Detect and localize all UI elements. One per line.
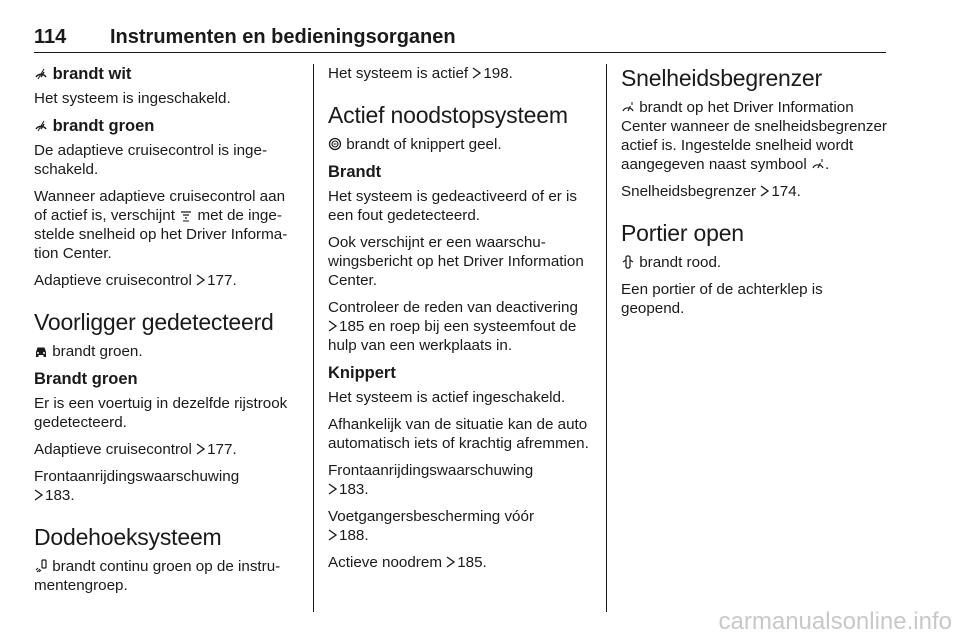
paragraph: brandt rood. [621,253,887,272]
page-ref[interactable]: 185 [339,318,365,335]
page-ref[interactable]: 177. [207,441,237,458]
heading-brandt-groen-2: Brandt groen [34,370,138,388]
paragraph: Het systeem is actief 198. [328,65,513,82]
page-ref-arrow-icon [760,185,769,197]
heading-portier-open: Portier open [621,220,744,246]
paragraph: Het systeem is actief ingeschakeld. [328,389,566,406]
page-ref-arrow-icon [34,489,43,501]
column-divider [313,64,314,612]
heading-brandt-wit: brandt wit [34,64,300,85]
vehicle-ahead-icon [34,344,48,358]
paragraph: Frontaanrijdingswaarschuwing 183. [34,468,240,504]
page-header [34,26,886,53]
page-ref[interactable]: 188. [339,527,369,544]
paragraph: Ook verschijnt er een waarschuwingsbericht op het Driver Information Center. [328,234,584,289]
page-ref-arrow-icon [328,529,337,541]
paragraph: Afhankelijk van de situatie kan de auto automatisch iets of krachtig afremmen. [328,416,589,452]
column-2 [328,64,594,580]
door-open-icon [621,255,635,269]
paragraph: Er is een voertuig in dezelfde rijstrook gedetecteerd. [34,395,288,431]
page-ref[interactable]: 174. [771,183,801,200]
adaptive-cruise-icon [34,119,48,133]
page-ref[interactable]: 177. [207,272,237,289]
heading-dodehoek: Dodehoeksysteem [34,524,222,550]
page-title: Instrumenten en bedieningsorganen [110,26,456,48]
speed-limiter-icon [811,157,825,171]
blind-spot-icon [34,559,48,573]
heading-brandt: Brandt [328,163,382,181]
page-number: 114 [34,26,67,48]
watermark: carmanualsonline.info [718,608,952,635]
paragraph: Controleer de reden van deactivering 185 en roep bij een systeemfout de hulp van een werkplaats in. [328,299,578,354]
paragraph: brandt continu groen op de instrumentengroep. [34,558,281,594]
paragraph: Het systeem is gedeactiveerd of er is een fout gedetecteerd. [328,188,578,224]
speed-limiter-icon [621,100,635,114]
paragraph: De adaptieve cruisecontrol is ingeschakeld. [34,142,268,178]
heading-actief-noodstop: Actief noodstopsysteem [328,102,568,128]
page-ref-arrow-icon [328,320,337,332]
paragraph: Adaptieve cruisecontrol 177. [34,272,237,289]
adaptive-cruise-icon [34,67,48,81]
paragraph: Voetgangersbescherming vóór 188. [328,508,535,544]
paragraph: Actieve noodrem 185. [328,554,487,571]
heading-voorligger: Voorligger gedetecteerd [34,309,274,335]
page-ref[interactable]: 185. [457,554,487,571]
page-ref[interactable]: 183. [339,481,369,498]
paragraph: Frontaanrijdingswaarschuwing 183. [328,462,534,498]
page-ref-arrow-icon [446,556,455,568]
heading-snelheidsbegrenzer: Snelheidsbegrenzer [621,65,822,91]
column-1 [34,64,300,603]
emergency-brake-icon [328,137,342,151]
paragraph: brandt of knippert geel. [328,135,594,154]
page-ref-arrow-icon [472,67,481,79]
paragraph: Het systeem is ingeschakeld. [34,90,231,107]
paragraph: brandt op het Driver Information Center wanneer de snelheidsbegrenzer actief is. Ingestelde snelheid wordt aangegeven naast symbool . [621,99,887,173]
heading-knippert: Knippert [328,364,396,382]
page-ref-arrow-icon [328,483,337,495]
page-ref-arrow-icon [196,443,205,455]
page-ref[interactable]: 183. [45,487,75,504]
paragraph: brandt groen. [34,342,300,361]
page-ref-arrow-icon [196,274,205,286]
column-divider [606,64,607,612]
page-ref[interactable]: 198. [483,65,513,82]
column-3 [621,64,887,326]
paragraph: Wanneer adaptieve cruisecontrol aan of actief is, verschijnt met de ingestelde snelheid op het Driver Information Center. [34,188,288,262]
heading-brandt-groen: brandt groen [34,116,300,137]
paragraph: Snelheidsbegrenzer 174. [621,183,801,200]
paragraph: Adaptieve cruisecontrol 177. [34,441,237,458]
cruise-speed-icon [179,208,193,222]
paragraph: Een portier of de achterklep is geopend. [621,281,823,317]
